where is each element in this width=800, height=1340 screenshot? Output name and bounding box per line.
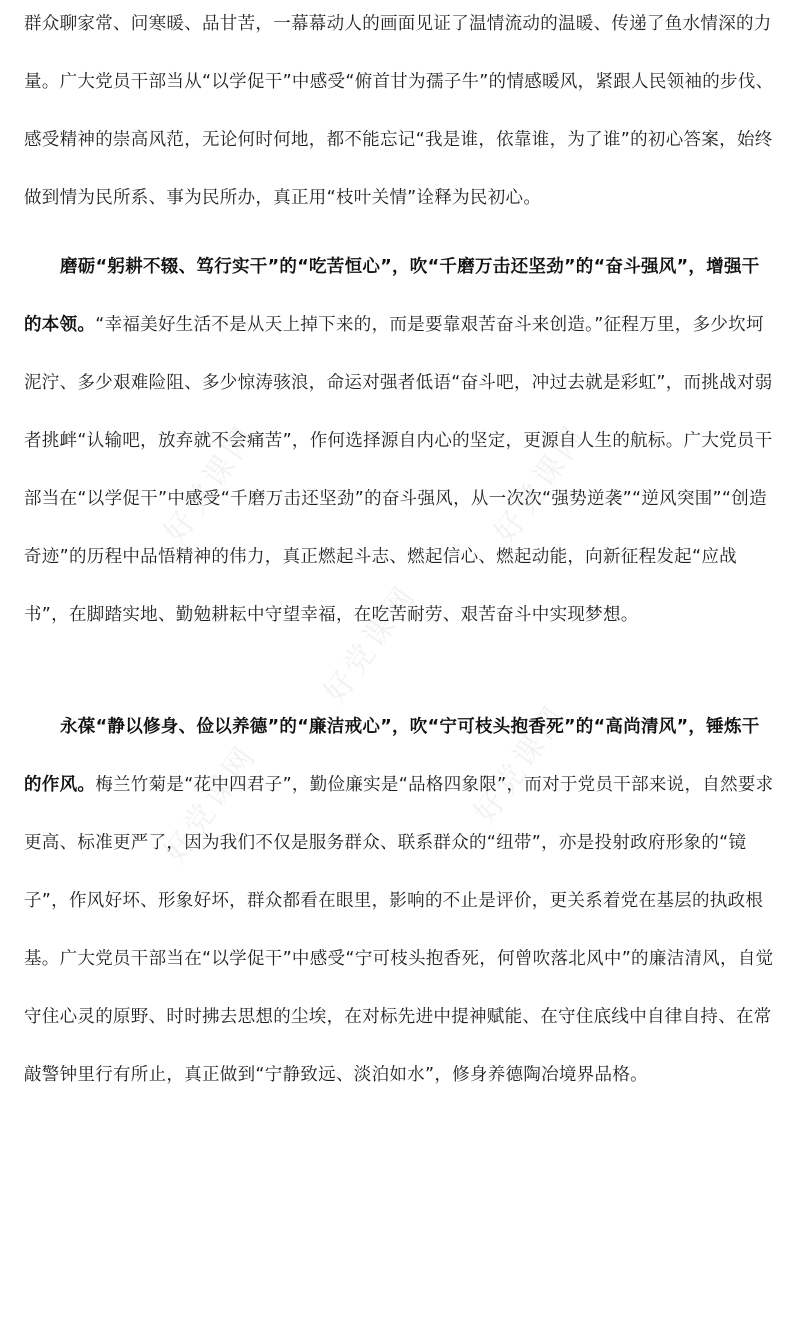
paragraph-body: 梅兰竹菊是“花中四君子”，勤俭廉实是“品格四象限”，而对于党员干部来说，自然要求更高、标准更严了，因为我们不仅是服务群众、联系群众的“纽带”，亦是投射政府形象的“镜子”，作风好坏、形象好坏，群众都看在眼里，影响的不止是评价，更关系着党在基层的执政根基。广大党员干部当在“以学促干”中感受“宁可枝头抱香死，何曾吹落北风中”的廉洁清风，自觉守住心灵的原野、时时拂去思想的尘埃，在对标先进中提神赋能、在守住底线中自律自持、在常敲警钟里行有所止，真正做到“宁静致远、淡泊如水”，修身养德陶冶境界品格。 bbox=[24, 775, 774, 1085]
paragraph-lead-heading: 永葆“静以修身、俭以养德”的“廉洁戒心”，吹“宁可枝头抱香死”的“高尚清风”，锤炼干的作风。 bbox=[24, 717, 760, 795]
paragraph-intro bbox=[24, 0, 776, 227]
paragraph-integrity bbox=[24, 698, 776, 1104]
paragraph-lead-heading: 磨砺“躬耕不辍、笃行实干”的“吃苦恒心”，吹“千磨万击还坚劲”的“奋斗强风”，增强干的本领。 bbox=[24, 257, 760, 335]
paragraph-struggle bbox=[24, 238, 776, 644]
watermark: 好党课网 bbox=[157, 738, 265, 870]
watermark: 好党课网 bbox=[317, 578, 425, 710]
watermark: 好党课网 bbox=[157, 418, 265, 550]
paragraph-body: “幸福美好生活不是从天上掉下来的，而是要靠艰苦奋斗来创造。”征程万里，多少坎坷泥泞、多少艰难险阻、多少惊涛骇浪，命运对强者低语“奋斗吧，冲过去就是彩虹”，而挑战对弱者挑衅“认输吧，放弃就不会痛苦”，作何选择源自内心的坚定，更源自人生的航标。广大党员干部当在“以学促干”中感受“千磨万击还坚劲”的奋斗强风，从一次次“强势逆袭”“逆风突围”“创造奇迹”的历程中品悟精神的伟力，真正燃起斗志、燃起信心、燃起动能，向新征程发起“应战书”，在脚踏实地、勤勉耕耘中守望幸福，在吃苦耐劳、艰苦奋斗中实现梦想。 bbox=[24, 315, 773, 625]
paragraph-body: 群众聊家常、问寒暖、品甘苦，一幕幕动人的画面见证了温情流动的温暖、传递了鱼水情深的力量。广大党员干部当从“以学促干”中感受“俯首甘为孺子牛”的情感暖风，紧跟人民领袖的步伐、感受精神的崇高风范，无论何时何地，都不能忘记“我是谁，依靠谁，为了谁”的初心答案，始终做到情为民所系、事为民所办，真正用“枝叶关情”诠释为民初心。 bbox=[24, 14, 774, 208]
watermark: 好党课网 bbox=[487, 418, 595, 550]
watermark: 好党课网 bbox=[467, 698, 575, 830]
